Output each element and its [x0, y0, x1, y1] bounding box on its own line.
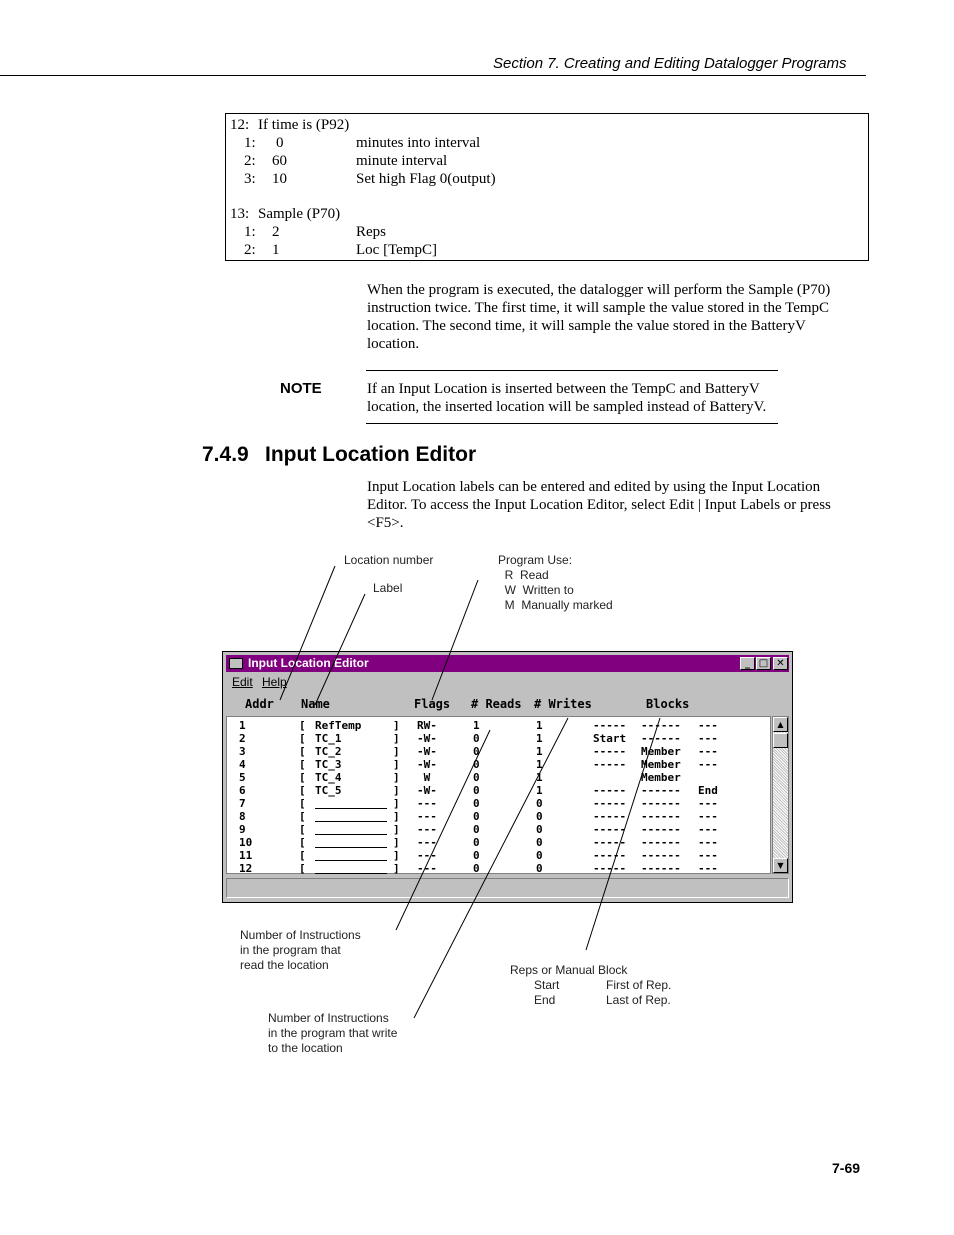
- cell-b3: ---: [698, 758, 718, 771]
- cell-addr: 12: [239, 862, 253, 875]
- bracket-open: [: [299, 797, 306, 810]
- bracket-close: ]: [393, 836, 400, 849]
- cell-writes: 1: [536, 784, 543, 797]
- cell-name[interactable]: TC_4: [315, 771, 342, 784]
- location-list[interactable]: [226, 716, 771, 874]
- close-button[interactable]: ✕: [773, 657, 788, 670]
- cell-writes: 0: [536, 849, 543, 862]
- cell-name[interactable]: TC_2: [315, 745, 342, 758]
- code-value: 1: [272, 242, 280, 258]
- title-bar[interactable]: [226, 655, 789, 672]
- table-row[interactable]: [227, 836, 772, 849]
- code-value: 60: [272, 153, 287, 169]
- code-desc: Loc [TempC]: [356, 242, 438, 258]
- program-code-box: [225, 113, 869, 261]
- code-num: 2:: [244, 242, 256, 258]
- col-blocks[interactable]: Blocks: [646, 697, 690, 711]
- cell-addr: 2: [239, 732, 246, 745]
- table-row[interactable]: [227, 745, 772, 758]
- bracket-close: ]: [393, 719, 400, 732]
- table-row[interactable]: [227, 823, 772, 836]
- body-paragraph-2: [367, 478, 867, 532]
- cell-name[interactable]: RefTemp: [315, 719, 362, 732]
- running-header: Section 7. Creating and Editing Datalogger Programs: [493, 55, 847, 72]
- text-line: instruction twice. The first time, it will sample the value stored in the TempC: [367, 300, 830, 316]
- table-row[interactable]: [227, 732, 772, 745]
- cell-writes: 0: [536, 810, 543, 823]
- cell-name[interactable]: [315, 797, 387, 809]
- scroll-up-button[interactable]: ▲: [773, 717, 788, 732]
- code-num: 3:: [244, 171, 256, 187]
- cell-name[interactable]: TC_5: [315, 784, 342, 797]
- section-title: Input Location Editor: [265, 443, 477, 466]
- cell-b2: ------: [641, 732, 681, 745]
- cell-writes: 0: [536, 797, 543, 810]
- cell-flags: ---: [417, 849, 437, 862]
- cell-b3: ---: [698, 862, 718, 875]
- bracket-open: [: [299, 719, 306, 732]
- cell-writes: 1: [536, 745, 543, 758]
- code-num: 2:: [244, 153, 256, 169]
- cell-reads: 0: [473, 862, 480, 875]
- menu-bar: [226, 674, 789, 690]
- table-row[interactable]: [227, 862, 772, 875]
- cell-flags: ---: [417, 810, 437, 823]
- cell-addr: 8: [239, 810, 246, 823]
- annotation-location-number: Location number: [344, 553, 434, 567]
- cell-flags: -W-: [417, 758, 437, 771]
- page-number: 7-69: [832, 1160, 861, 1176]
- code-value: 10: [272, 171, 287, 187]
- table-row[interactable]: [227, 719, 772, 732]
- code-text: Sample (P70): [258, 206, 341, 222]
- cell-writes: 1: [536, 719, 543, 732]
- annotation-reps-end: End: [534, 993, 556, 1007]
- cell-writes: 0: [536, 836, 543, 849]
- cell-b3: ---: [698, 849, 718, 862]
- status-bar: [226, 878, 789, 898]
- bracket-close: ]: [393, 771, 400, 784]
- text-line: Input Location labels can be entered and edited by using the Input Location: [367, 479, 821, 495]
- table-row[interactable]: [227, 771, 772, 784]
- text-line: location.: [367, 336, 420, 352]
- cell-b2: ------: [641, 810, 681, 823]
- table-row[interactable]: [227, 849, 772, 862]
- note-top-rule: [366, 370, 778, 371]
- cell-b1: -----: [593, 719, 627, 732]
- col-reads[interactable]: # Reads: [471, 697, 522, 711]
- code-desc: minute interval: [356, 153, 448, 169]
- code-desc: Reps: [356, 224, 386, 240]
- cell-b3: ---: [698, 836, 718, 849]
- col-flags[interactable]: Flags: [414, 697, 451, 711]
- cell-addr: 6: [239, 784, 246, 797]
- header-rule: [0, 75, 866, 76]
- scroll-down-button[interactable]: ▼: [773, 858, 788, 873]
- text-line: location. The second time, it will sample the value stored in the BatteryV: [367, 318, 806, 334]
- cell-addr: 7: [239, 797, 246, 810]
- cell-b1: -----: [593, 823, 627, 836]
- text-line: <F5>.: [367, 515, 404, 531]
- table-row[interactable]: [227, 810, 772, 823]
- app-icon[interactable]: [229, 658, 243, 669]
- cell-b2: ------: [641, 849, 681, 862]
- cell-b3: ---: [698, 732, 718, 745]
- bracket-close: ]: [393, 745, 400, 758]
- cell-flags: ---: [417, 836, 437, 849]
- table-row[interactable]: [227, 784, 772, 797]
- bracket-close: ]: [393, 797, 400, 810]
- bracket-open: [: [299, 758, 306, 771]
- cell-b3: ---: [698, 823, 718, 836]
- annotation-program-use: Program Use: R Read W Written to M Manually marked: [498, 553, 613, 612]
- cell-name[interactable]: [315, 862, 387, 874]
- code-num: 1:: [244, 135, 256, 151]
- bracket-open: [: [299, 771, 306, 784]
- cell-b3: ---: [698, 810, 718, 823]
- code-desc: minutes into interval: [356, 135, 481, 151]
- section-heading: [202, 443, 476, 467]
- annotation-writes: Number of Instructions in the program that write to the location: [268, 1011, 398, 1055]
- cell-b1: -----: [593, 784, 627, 797]
- body-paragraph-1: [367, 281, 867, 353]
- note-text: [367, 380, 787, 416]
- cell-b1: -----: [593, 836, 627, 849]
- cell-reads: 0: [473, 823, 480, 836]
- cell-reads: 0: [473, 784, 480, 797]
- maximize-button[interactable]: □: [756, 657, 771, 670]
- code-value: 0: [276, 135, 284, 151]
- text-line: Editor. To access the Input Location Editor, select Edit | Input Labels or press: [367, 497, 831, 513]
- bracket-open: [: [299, 823, 306, 836]
- menu-edit[interactable]: Edit: [232, 675, 253, 689]
- cell-b2: Member: [641, 771, 681, 784]
- cell-writes: 1: [536, 771, 543, 784]
- minimize-button[interactable]: _: [740, 657, 755, 670]
- table-row[interactable]: [227, 758, 772, 771]
- text-line: When the program is executed, the datalogger will perform the Sample (P70): [367, 282, 831, 298]
- cell-reads: 1: [473, 719, 480, 732]
- column-header: [226, 693, 789, 715]
- annotation-reps-end-desc: Last of Rep.: [606, 993, 671, 1007]
- code-num: 13:: [230, 206, 250, 222]
- cell-flags: W: [417, 771, 437, 784]
- cell-b2: Member: [641, 745, 681, 758]
- col-name[interactable]: Name: [301, 697, 330, 711]
- cell-b1: -----: [593, 849, 627, 862]
- cell-reads: 0: [473, 849, 480, 862]
- cell-writes: 0: [536, 823, 543, 836]
- col-writes[interactable]: # Writes: [534, 697, 592, 711]
- cell-b1: -----: [593, 745, 627, 758]
- cell-writes: 0: [536, 862, 543, 875]
- cell-name[interactable]: TC_3: [315, 758, 342, 771]
- cell-name[interactable]: [315, 823, 387, 835]
- cell-flags: ---: [417, 823, 437, 836]
- cell-b3: ---: [698, 797, 718, 810]
- bracket-open: [: [299, 849, 306, 862]
- cell-b2: ------: [641, 719, 681, 732]
- cell-addr: 1: [239, 719, 246, 732]
- code-text: If time is (P92): [258, 117, 350, 133]
- table-row[interactable]: [227, 797, 772, 810]
- vertical-scrollbar[interactable]: [772, 716, 789, 874]
- code-desc: Set high Flag 0(output): [356, 171, 496, 187]
- note-bottom-rule: [366, 423, 778, 424]
- cell-b1: -----: [593, 758, 627, 771]
- cell-b1: -----: [593, 810, 627, 823]
- cell-b2: ------: [641, 784, 681, 797]
- cell-flags: RW-: [417, 719, 437, 732]
- cell-flags: -W-: [417, 732, 437, 745]
- bracket-close: ]: [393, 862, 400, 875]
- bracket-open: [: [299, 745, 306, 758]
- cell-addr: 11: [239, 849, 253, 862]
- cell-flags: ---: [417, 862, 437, 875]
- cell-addr: 4: [239, 758, 246, 771]
- cell-b2: Member: [641, 758, 681, 771]
- cell-b2: ------: [641, 862, 681, 875]
- cell-b2: ------: [641, 836, 681, 849]
- bracket-close: ]: [393, 732, 400, 745]
- input-location-editor-window: [222, 651, 793, 903]
- code-value: 2: [272, 224, 280, 240]
- bracket-open: [: [299, 732, 306, 745]
- cell-flags: ---: [417, 797, 437, 810]
- menu-help[interactable]: Help: [262, 675, 287, 689]
- cell-b2: ------: [641, 797, 681, 810]
- cell-b3: ---: [698, 745, 718, 758]
- cell-name[interactable]: [315, 849, 387, 861]
- annotation-reps-title: Reps or Manual Block: [510, 963, 628, 977]
- cell-b2: ------: [641, 823, 681, 836]
- cell-addr: 5: [239, 771, 246, 784]
- cell-b1: Start: [593, 732, 627, 745]
- cell-reads: 0: [473, 797, 480, 810]
- cell-reads: 0: [473, 810, 480, 823]
- cell-addr: 3: [239, 745, 246, 758]
- text-line: If an Input Location is inserted between the TempC and BatteryV: [367, 381, 760, 397]
- bracket-close: ]: [393, 758, 400, 771]
- cell-b1: -----: [593, 797, 627, 810]
- bracket-close: ]: [393, 784, 400, 797]
- cell-writes: 1: [536, 758, 543, 771]
- cell-b3: End: [698, 784, 718, 797]
- bracket-open: [: [299, 836, 306, 849]
- cell-reads: 0: [473, 758, 480, 771]
- annotation-reads: Number of Instructions in the program that read the location: [240, 928, 361, 972]
- annotation-reps-start-desc: First of Rep.: [606, 978, 672, 992]
- section-number: 7.4.9: [202, 443, 249, 466]
- scroll-thumb[interactable]: [773, 733, 788, 748]
- bracket-close: ]: [393, 823, 400, 836]
- bracket-close: ]: [393, 810, 400, 823]
- text-line: location, the inserted location will be sampled instead of BatteryV.: [367, 399, 767, 415]
- code-num: 12:: [230, 117, 250, 133]
- cell-reads: 0: [473, 836, 480, 849]
- cell-reads: 0: [473, 732, 480, 745]
- annotation-label: Label: [373, 581, 403, 595]
- annotation-reps-start: Start: [534, 978, 560, 992]
- cell-name[interactable]: [315, 810, 387, 822]
- bracket-open: [: [299, 862, 306, 875]
- bracket-close: ]: [393, 849, 400, 862]
- cell-flags: -W-: [417, 745, 437, 758]
- cell-addr: 9: [239, 823, 246, 836]
- note-label: NOTE: [280, 380, 322, 397]
- cell-reads: 0: [473, 771, 480, 784]
- cell-name[interactable]: TC_1: [315, 732, 342, 745]
- code-num: 1:: [244, 224, 256, 240]
- col-addr[interactable]: Addr: [245, 697, 274, 711]
- cell-name[interactable]: [315, 836, 387, 848]
- cell-b1: -----: [593, 862, 627, 875]
- cell-addr: 10: [239, 836, 253, 849]
- cell-writes: 1: [536, 732, 543, 745]
- bracket-open: [: [299, 810, 306, 823]
- cell-b3: ---: [698, 719, 718, 732]
- cell-flags: -W-: [417, 784, 437, 797]
- cell-reads: 0: [473, 745, 480, 758]
- window-title: Input Location Editor: [248, 656, 369, 670]
- bracket-open: [: [299, 784, 306, 797]
